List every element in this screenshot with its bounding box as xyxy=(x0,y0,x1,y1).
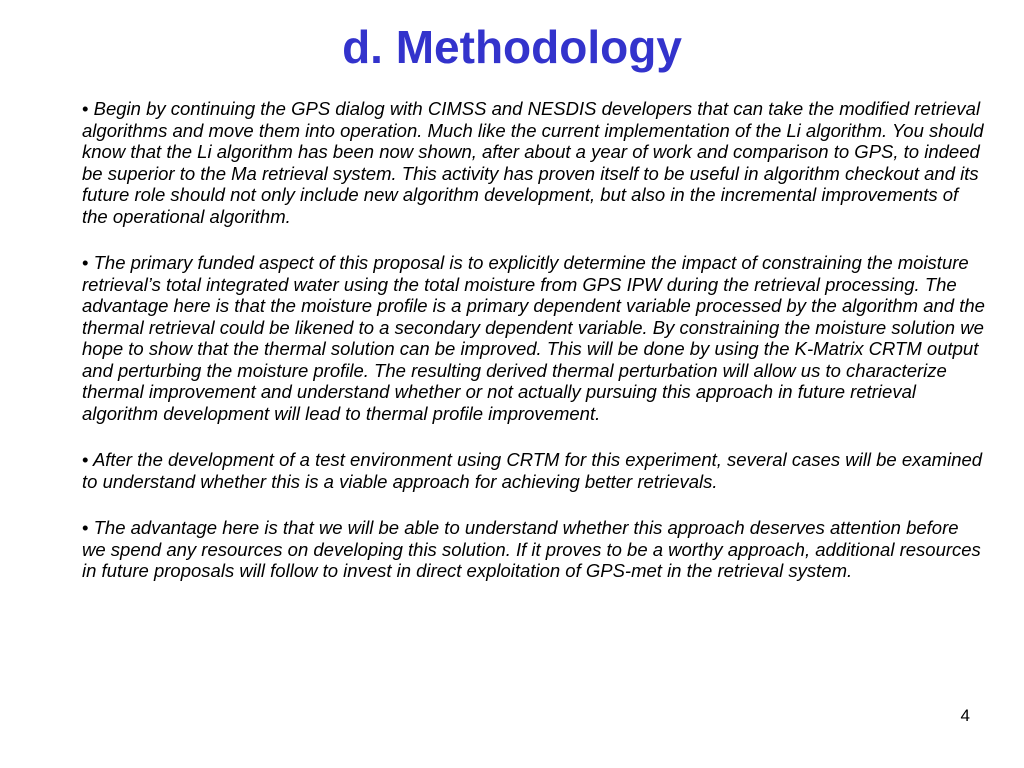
slide-title: d. Methodology xyxy=(342,21,682,73)
bullet-marker: • xyxy=(82,449,89,470)
bullet-item xyxy=(82,98,987,227)
bullet-marker: • xyxy=(82,98,89,119)
bullet-text: After the development of a test environment using CRTM for this experiment, several cases will be examined to understand whether this is a viable approach for achieving better retrievals. xyxy=(82,449,983,492)
bullet-text: The advantage here is that we will be able to understand whether this approach deserves attention before we spend any resources on developing this solution. If it proves to be a worthy approach, additional resources in future proposals will follow to invest in direct exploitation of GPS-met in the retrieval system. xyxy=(82,517,981,581)
bullet-marker: • xyxy=(82,252,89,273)
bullet-item xyxy=(82,252,987,424)
bullet-item xyxy=(82,517,987,582)
bullet-text: The primary funded aspect of this proposal is to explicitly determine the impact of constraining the moisture retrieval’s total integrated water using the total moisture from GPS IPW during the retrieval processing. The advantage here is that the moisture profile is a primary dependent variable processed by the algorithm and the thermal retrieval could be likened to a secondary dependent variable. By constraining the moisture solution we hope to show that the thermal solution can be improved. This will be done by using the K-Matrix CRTM output and perturbing the moisture profile. The resulting derived thermal perturbation will allow us to characterize thermal improvement and understand whether or not actually pursuing this approach in future retrieval algorithm development will lead to thermal profile improvement. xyxy=(82,252,985,424)
bullet-marker: • xyxy=(82,517,89,538)
bullet-item xyxy=(82,449,987,492)
page-number: 4 xyxy=(960,706,970,725)
bullet-list xyxy=(82,98,987,607)
bullet-text: Begin by continuing the GPS dialog with CIMSS and NESDIS developers that can take the modified retrieval algorithms and move them into operation. Much like the current implementation of the Li algorithm. You should know that the Li algorithm has been now shown, after about a year of work and comparison to GPS, to indeed be superior to the Ma retrieval system. This activity has proven itself to be useful in algorithm checkout and its future role should not only include new algorithm development, but also in the incremental improvements of the operational algorithm. xyxy=(82,98,984,227)
